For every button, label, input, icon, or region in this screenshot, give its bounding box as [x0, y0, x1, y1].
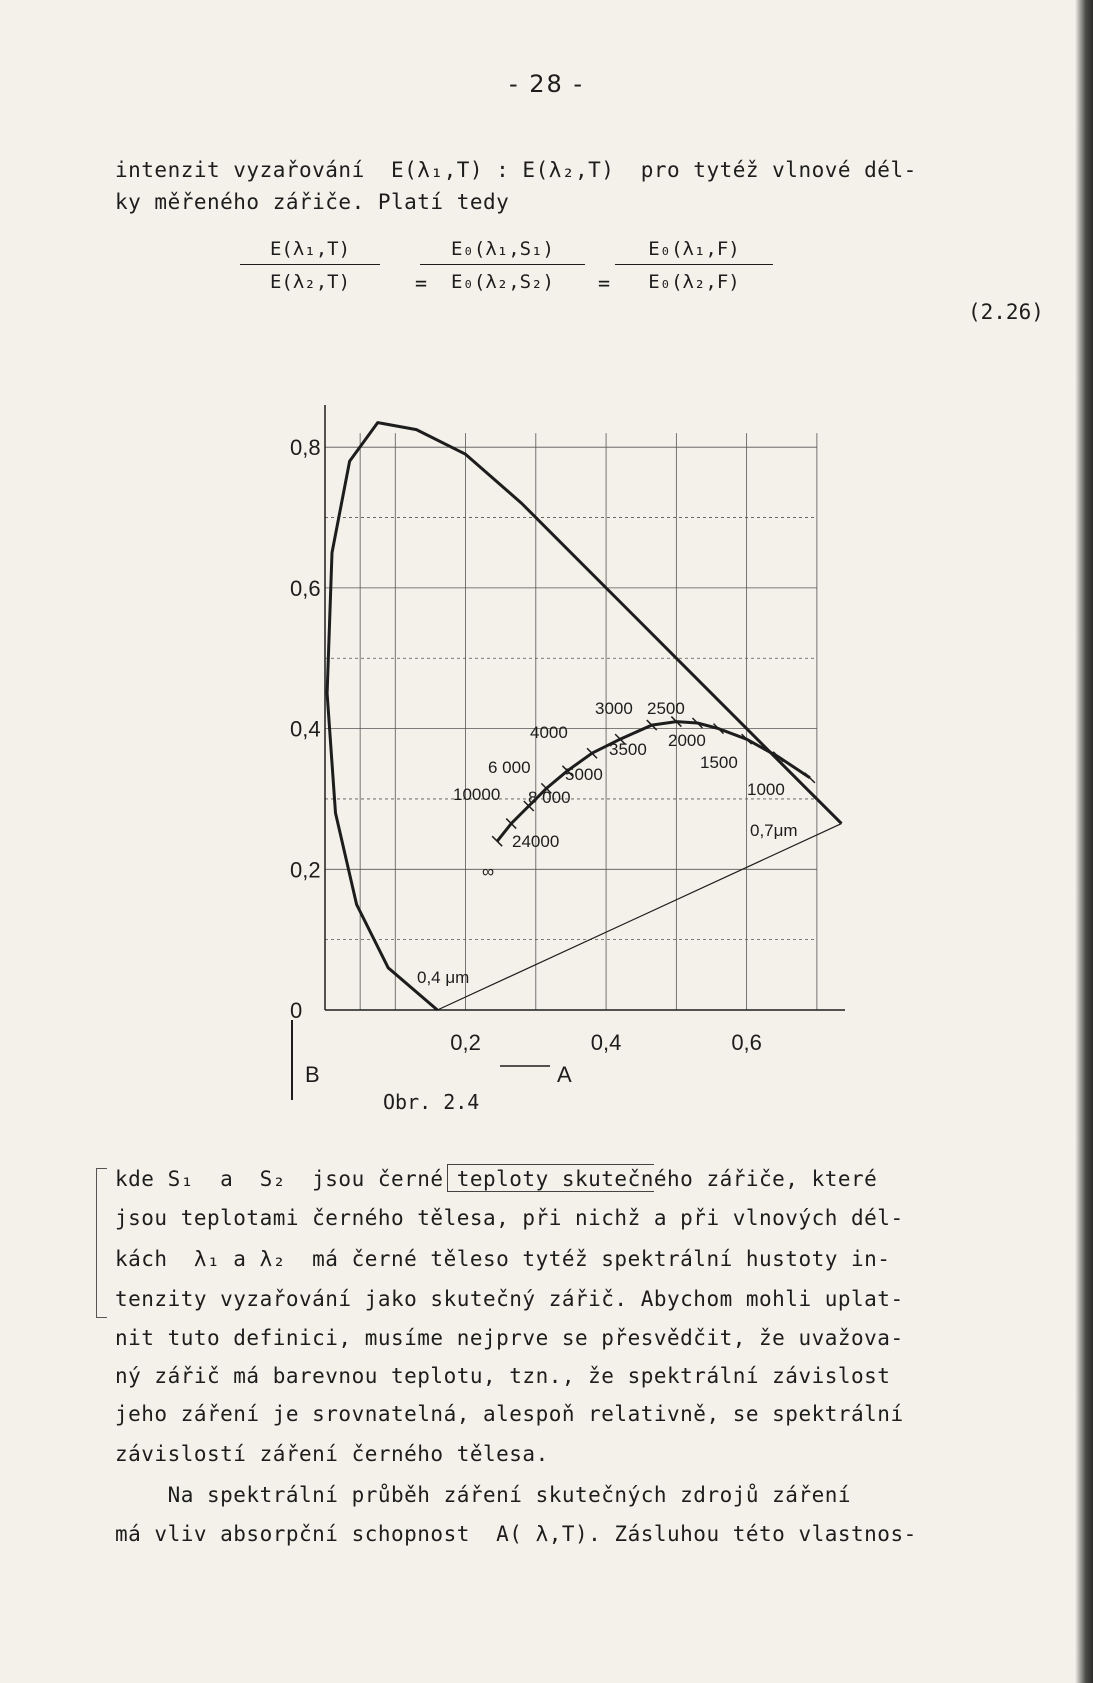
equals-sign-2: =	[598, 271, 611, 295]
body-line-4: tenzity vyzařování jako skutečný zářič. Abychom mohli uplat-	[115, 1287, 904, 1311]
annotation-label-11: 24000	[512, 832, 560, 851]
equals-sign-1: =	[415, 271, 428, 295]
y-tick-label-3: 0,6	[290, 575, 321, 601]
y-tick-label-2: 0,4	[290, 716, 321, 742]
annotation-label-7: 1500	[700, 753, 738, 772]
series-0-line	[327, 423, 841, 1010]
body-line-9: Na spektrální průběh záření skutečných zdrojů záření	[115, 1483, 852, 1507]
fraction-2-numerator: E₀(λ₁,S₁)	[451, 238, 554, 260]
x-tick-label-0: 0,2	[450, 1030, 481, 1055]
fraction-1-denominator: E(λ₂,T)	[269, 271, 351, 293]
equation-number: (2.26)	[968, 300, 1044, 324]
annotation-label-10: 1000	[747, 780, 785, 799]
y-tick-label-4: 0,8	[290, 435, 321, 461]
intro-line-2: ky měřeného zářiče. Platí tedy	[115, 190, 510, 214]
annotation-label-1: 2500	[647, 699, 685, 718]
y-tick-label-1: 0,2	[290, 857, 321, 883]
y-axis-label: B	[305, 1062, 320, 1087]
series-1-line	[437, 824, 841, 1010]
fraction-3-numerator: E₀(λ₁,F)	[648, 238, 740, 260]
annotation-label-4: 2000	[668, 731, 706, 750]
fraction-3-denominator: E₀(λ₂,F)	[648, 271, 740, 293]
annotation-label-2: 4000	[530, 723, 568, 742]
intro-line-1: intenzit vyzařování E(λ₁,T) : E(λ₂,T) pro tytéž vlnové dél-	[115, 158, 917, 182]
body-line-8: závislostí záření černého tělesa.	[115, 1442, 549, 1466]
annotation-label-9: 8 000	[528, 788, 571, 807]
annotation-label-8: 10000	[453, 785, 501, 804]
annotation-label-3: 3500	[609, 740, 647, 759]
body-line-5: nit tuto definici, musíme nejprve se přesvědčit, že uvažova-	[115, 1326, 904, 1350]
body-line-6: ný zářič má barevnou teplotu, tzn., že spektrální závislost	[115, 1364, 891, 1388]
x-tick-label-2: 0,6	[731, 1030, 762, 1055]
annotation-label-14: 0,4 μm	[417, 968, 470, 987]
body-line-7: jeho záření je srovnatelná, alespoň relativně, se spektrální	[115, 1402, 904, 1426]
figure-caption: Obr. 2.4	[383, 1090, 480, 1114]
body-line-2: jsou teplotami černého tělesa, při nichž a při vlnových dél-	[115, 1206, 904, 1230]
body-line-3: kách λ₁ a λ₂ má černé těleso tytéž spektrální hustoty in-	[115, 1247, 891, 1271]
annotation-label-0: 3000	[595, 699, 633, 718]
fraction-2-denominator: E₀(λ₂,S₂)	[451, 271, 554, 293]
annotation-label-13: 0,7μm	[750, 821, 798, 840]
body-line-10: má vliv absorpční schopnost A( λ,T). Zásluhou této vlastnos-	[115, 1522, 917, 1546]
annotation-label-6: 5000	[565, 765, 603, 784]
y-tick-label-0: 0	[290, 998, 303, 1023]
body-line-1: kde S₁ a S₂ jsou černé teploty skutečného zářiče, které	[115, 1167, 878, 1191]
annotation-label-12: ∞	[482, 862, 495, 881]
page-number: - 28 -	[508, 70, 585, 98]
fraction-1-numerator: E(λ₁,T)	[269, 238, 351, 260]
x-axis-label: A	[557, 1062, 572, 1087]
locus-tick-13	[805, 773, 815, 783]
margin-bracket-mark	[96, 1168, 107, 1318]
annotation-label-5: 6 000	[488, 758, 531, 777]
x-tick-label-1: 0,4	[590, 1030, 622, 1055]
